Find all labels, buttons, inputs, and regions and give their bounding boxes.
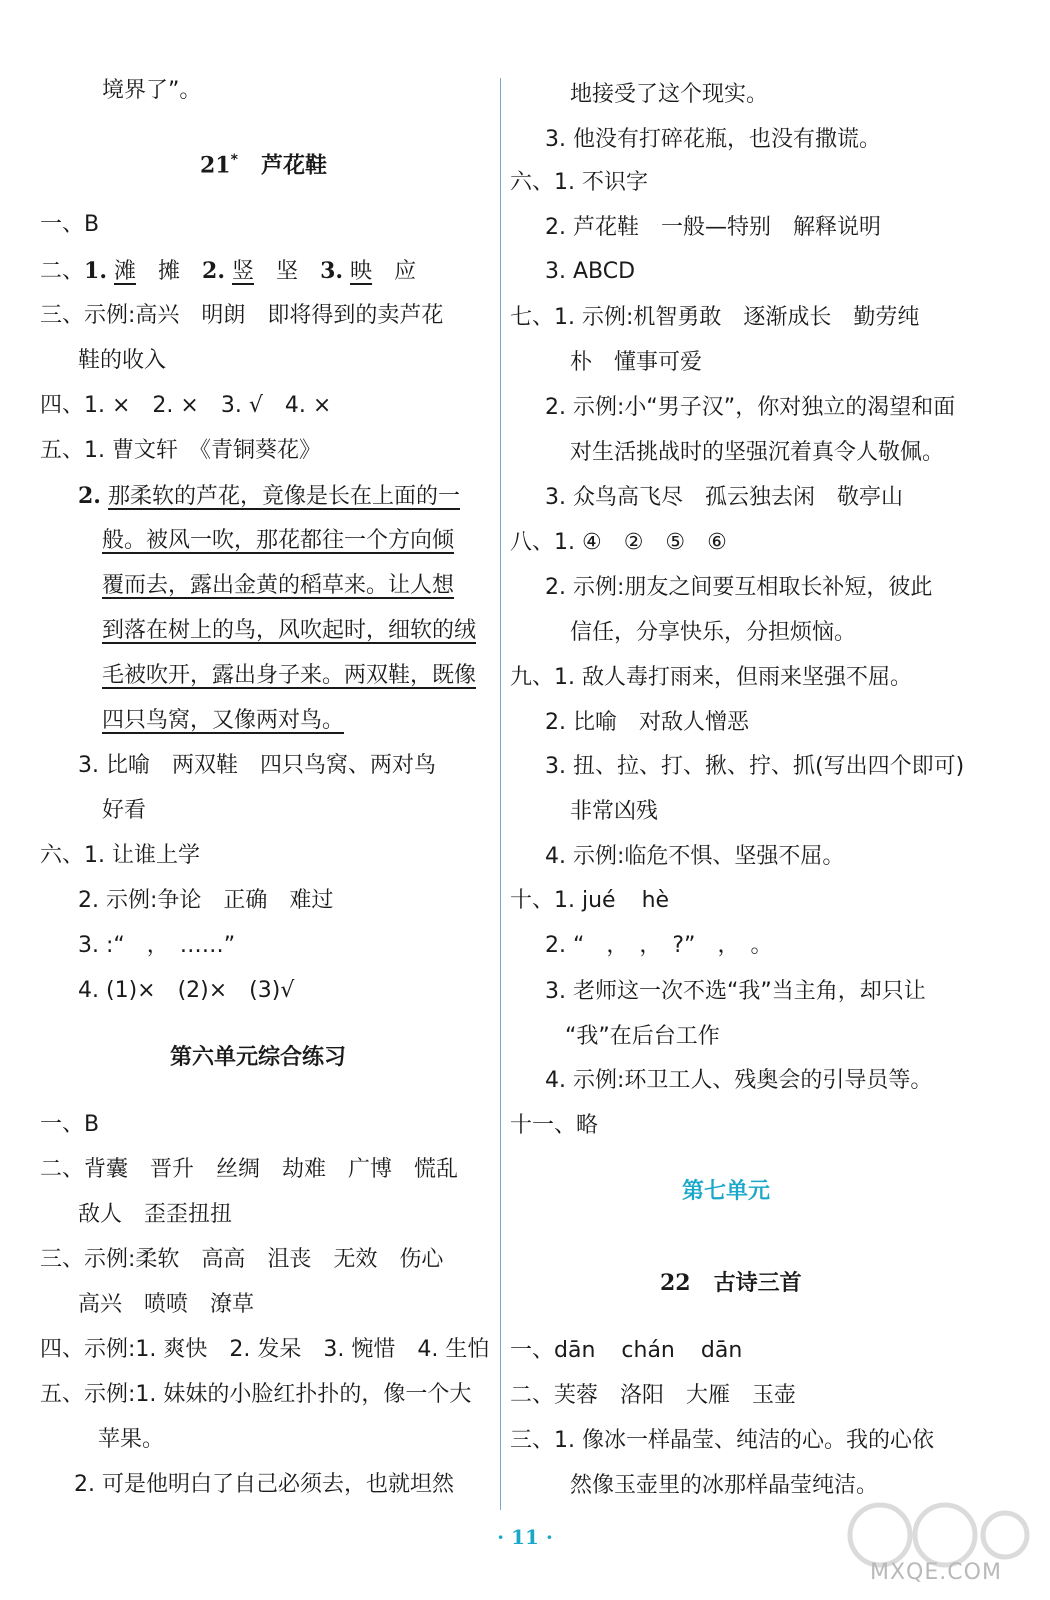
answer-line: 四只鸟窝，又像两对鸟。 <box>102 708 345 733</box>
answer-line: 毛被吹开，露出身子来。两双鞋，既像 <box>102 663 477 688</box>
answer-line: 3. ABCD <box>545 259 636 284</box>
answer-line: 鞋的收入 <box>78 348 167 373</box>
answer-line: 一、B <box>40 1112 100 1137</box>
section-title-21: 21* 芦花鞋 <box>200 152 327 179</box>
answer-line: 二、芙蓉 洛阳 大雁 玉壶 <box>510 1383 797 1408</box>
answer-line: 苹果。 <box>98 1427 165 1452</box>
answer-line: 三、1. 像冰一样晶莹、纯洁的心。我的心依 <box>510 1428 934 1453</box>
answer-line: 2. 示例:朋友之间要互相取长补短，彼此 <box>545 575 933 600</box>
answer-line: 2. 可是他明白了自己必须去，也就坦然 <box>74 1472 454 1497</box>
answer-line: 然像玉壶里的冰那样晶莹纯洁。 <box>570 1473 879 1498</box>
answer-line: 4. 示例:临危不惧、坚强不屈。 <box>545 844 845 869</box>
answer-line: 九、1. 敌人毒打雨来，但雨来坚强不屈。 <box>510 665 912 690</box>
answer-line: 2. 比喻 对敌人憎恶 <box>545 710 749 735</box>
answer-line: 八、1. ④ ② ⑤ ⑥ <box>510 530 727 555</box>
answer-line: 四、示例:1. 爽快 2. 发呆 3. 惋惜 4. 生怕 <box>40 1337 490 1362</box>
answer-line: 二、背囊 晋升 丝绸 劫难 广博 慌乱 <box>40 1157 459 1182</box>
answer-line: 4. 示例:环卫工人、残奥会的引导员等。 <box>545 1068 933 1093</box>
answer-line: 六、1. 让谁上学 <box>40 843 200 868</box>
answer-line: 朴 懂事可爱 <box>570 350 703 375</box>
answer-line: 3. 扭、拉、打、揪、拧、抓(写出四个即可) <box>545 754 965 779</box>
answer-line: 地接受了这个现实。 <box>570 82 769 107</box>
answer-line: 2. 芦花鞋 一般—特别 解释说明 <box>545 215 881 240</box>
answer-line: 信任，分享快乐，分担烦恼。 <box>570 620 857 645</box>
answer-line: 十一、略 <box>510 1113 599 1138</box>
answer-line: 2. “ ， ， ?” ， 。 <box>545 933 773 958</box>
answer-line: 二、1. 滩 摊 2. 竖 坚 3. 映 应 <box>40 258 417 284</box>
answer-line: 对生活挑战时的坚强沉着真令人敬佩。 <box>570 440 945 465</box>
watermark-text: MXQE.COM <box>870 1560 1002 1585</box>
unit-title-7: 第七单元 <box>682 1179 771 1204</box>
answer-line: 3. 老师这一次不选“我”当主角，却只让 <box>545 979 926 1004</box>
answer-line: 2. 那柔软的芦花，竟像是长在上面的一 <box>78 483 460 509</box>
section-title-22: 22 古诗三首 <box>660 1270 802 1296</box>
answer-line: 境界了”。 <box>102 78 202 103</box>
answer-line: 五、示例:1. 妹妹的小脸红扑扑的，像一个大 <box>40 1382 472 1407</box>
page-number: · 11 · <box>497 1525 553 1549</box>
answer-line: 3. 他没有打碎花瓶，也没有撒谎。 <box>545 127 881 152</box>
answer-line: 三、示例:柔软 高高 沮丧 无效 伤心 <box>40 1247 444 1272</box>
answer-line: 好看 <box>102 798 147 823</box>
answer-line: 4. (1)× (2)× (3)√ <box>78 978 295 1003</box>
answer-line: 非常凶残 <box>570 799 659 824</box>
answer-line: 高兴 喷喷 潦草 <box>78 1292 255 1317</box>
answer-line: 十、1. jué hè <box>510 888 670 913</box>
answer-line: 2. 示例:争论 正确 难过 <box>78 888 334 913</box>
answer-line: 3. 众鸟高飞尽 孤云独去闲 敬亭山 <box>545 485 903 510</box>
answer-line: 三、示例:高兴 明朗 即将得到的卖芦花 <box>40 303 444 328</box>
answer-line: 七、1. 示例:机智勇敢 逐渐成长 勤劳纯 <box>510 305 920 330</box>
answer-line: 3. 比喻 两双鞋 四只鸟窝、两对鸟 <box>78 753 436 778</box>
section-title-unit6-practice: 第六单元综合练习 <box>170 1045 347 1070</box>
answer-line: “我”在后台工作 <box>565 1024 720 1049</box>
answer-line: 3. :“ ， ……” <box>78 933 236 958</box>
answer-line: 覆而去，露出金黄的稻草来。让人想 <box>102 573 455 598</box>
answer-line: 六、1. 不识字 <box>510 170 648 195</box>
answer-line: 到落在树上的鸟，风吹起时，细软的绒 <box>102 618 477 643</box>
answer-line: 四、1. × 2. × 3. √ 4. × <box>40 393 332 418</box>
answer-line: 一、B <box>40 212 100 237</box>
answer-line: 般。被风一吹，那花都往一个方向倾 <box>102 528 455 553</box>
answer-line: 一、dān chán dān <box>510 1338 743 1363</box>
answer-line: 敌人 歪歪扭扭 <box>78 1202 233 1227</box>
answer-line: 2. 示例:小“男子汉”，你对独立的渴望和面 <box>545 395 956 420</box>
column-divider <box>500 78 501 1510</box>
answer-line: 五、1. 曹文轩 《青铜葵花》 <box>40 438 321 463</box>
